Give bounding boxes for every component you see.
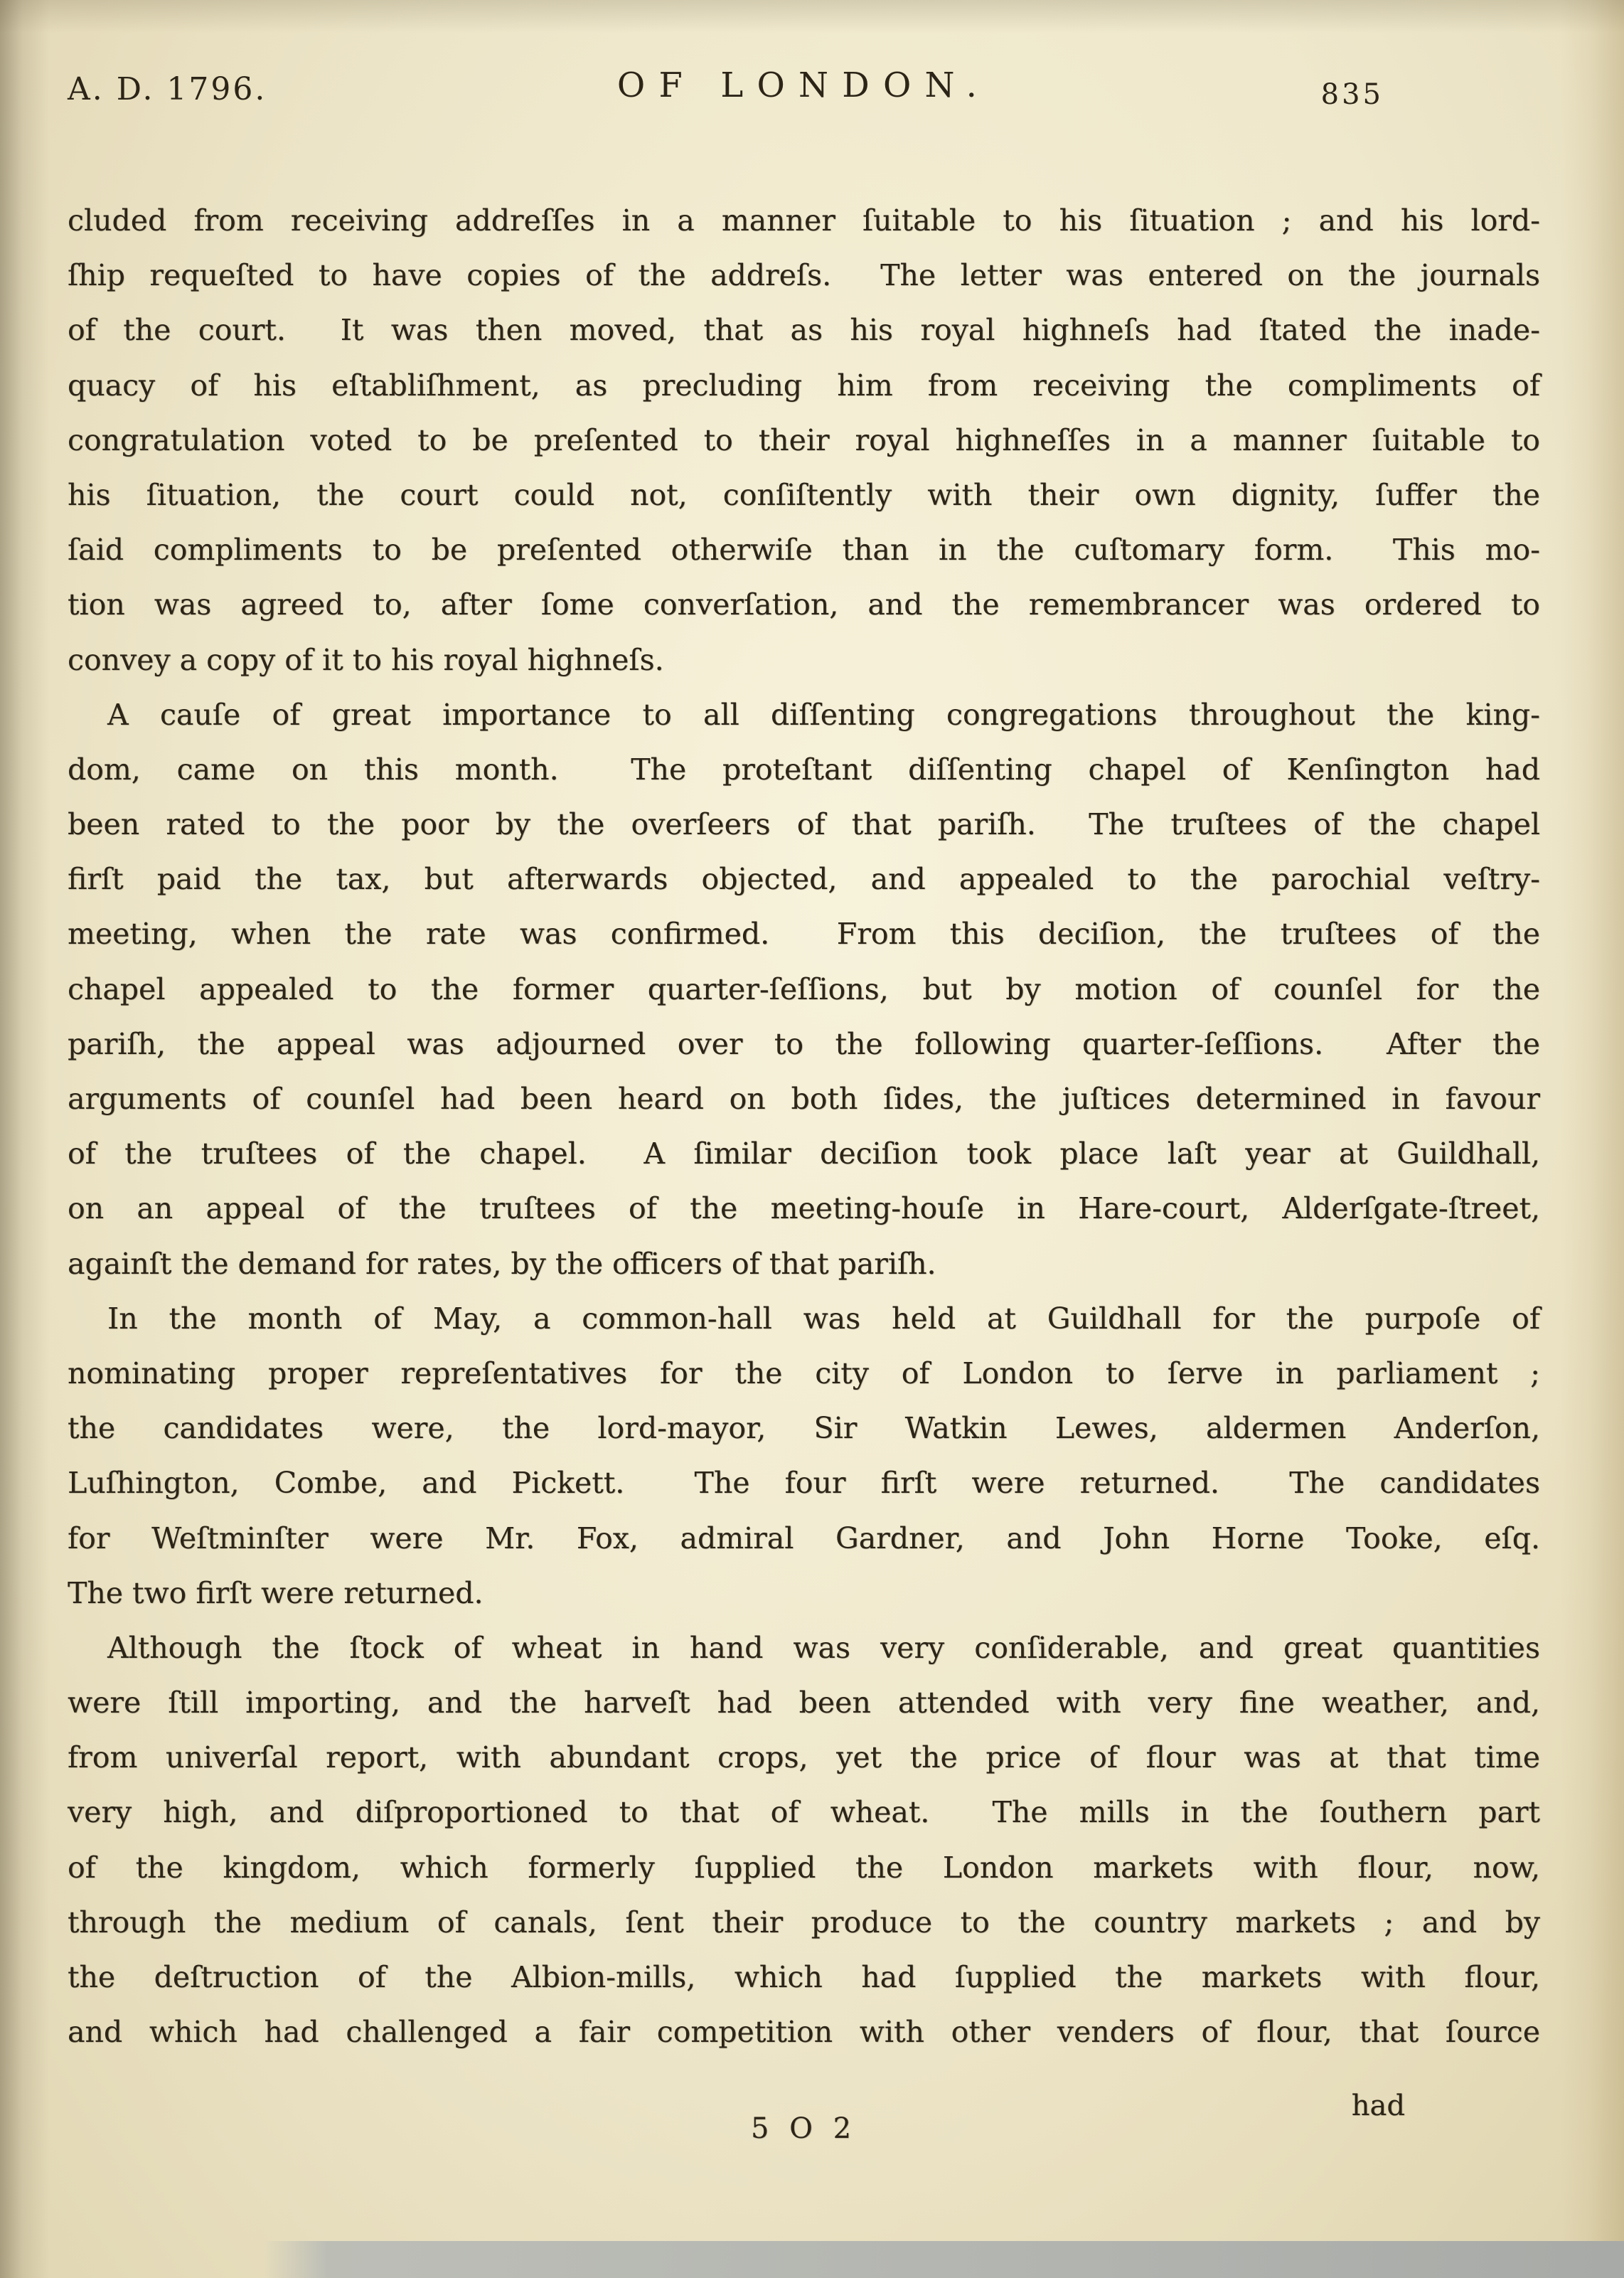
body-text	[68, 193, 1540, 2060]
text-line: tion was agreed to, after ſome converſation, and the remembrancer was ordered to	[68, 587, 1540, 622]
page-top-edge-shade	[0, 0, 1624, 33]
text-line: congratulation voted to be preſented to their royal highneſſes in a manner ſuitable to	[68, 422, 1540, 457]
text-line: In the month of May, a common-hall was held at Guildhall for the purpoſe of	[107, 1301, 1540, 1336]
text-line: the candidates were, the lord-mayor, Sir Watkin Lewes, aldermen Anderſon,	[68, 1411, 1540, 1446]
signature-mark: 5 O 2	[750, 2112, 858, 2145]
text-line: chapel appealed to the former quarter-ſeſſions, but by motion of counſel for the	[68, 972, 1540, 1006]
text-line: of the truſtees of the chapel. A ſimilar deciſion took place laſt year at Guildhall,	[68, 1137, 1540, 1171]
text-line: the deſtruction of the Albion-mills, which had ſupplied the markets with flour,	[68, 1960, 1540, 1994]
catchword: had	[1351, 2090, 1405, 2122]
running-header	[68, 63, 1540, 112]
text-line: for Weſtminſter were Mr. Fox, admiral Gardner, and John Horne Tooke, eſq.	[68, 1521, 1540, 1555]
text-line: firſt paid the tax, but afterwards objected, and appealed to the parochial veſtry-	[68, 862, 1540, 897]
text-line: ſaid compliments to be preſented otherwiſe than in the cuſtomary form. This mo-	[68, 533, 1540, 568]
text-line: ſhip requeſted to have copies of the addreſs. The letter was entered on the journals	[68, 258, 1540, 293]
text-line: dom, came on this month. The proteſtant diſſenting chapel of Kenſington had	[68, 752, 1540, 787]
header-page-number: 835	[1320, 78, 1384, 111]
text-line: of the kingdom, which formerly ſupplied the London markets with flour, now,	[68, 1850, 1540, 1885]
text-line: cluded from receiving addreſſes in a manner ſuitable to his ſituation ; and his lord-	[68, 203, 1540, 238]
text-line: through the medium of canals, ſent their produce to the country markets ; and by	[68, 1905, 1540, 1939]
page-gutter-shadow	[0, 0, 50, 2278]
text-line: arguments of counſel had been heard on both ſides, the juſtices determined in favour	[68, 1082, 1540, 1116]
text-line: his ſituation, the court could not, conſiſtently with their own dignity, ſuffer the	[68, 477, 1540, 512]
text-line: nominating proper repreſentatives for the city of London to ſerve in parliament ;	[68, 1356, 1540, 1390]
text-line: were ſtill importing, and the harveſt had been attended with very fine weather, and,	[68, 1686, 1540, 1720]
text-line: of the court. It was then moved, that as his royal highneſs had ſtated the inade-	[68, 313, 1540, 348]
text-line: on an appeal of the truſtees of the meeting-houſe in Hare-court, Alderſgate-ſtreet,	[68, 1191, 1540, 1226]
page-footer	[68, 2084, 1540, 2169]
text-line: Luſhington, Combe, and Pickett. The four firſt were returned. The candidates	[68, 1466, 1540, 1501]
text-line: meeting, when the rate was confirmed. From this deciſion, the truſtees of the	[68, 917, 1540, 952]
text-line: and which had challenged a fair competition with other venders of flour, that ſource	[68, 2015, 1540, 2050]
text-line: from univerſal report, with abundant crops, yet the price of flour was at that time	[68, 1740, 1540, 1775]
header-title: OF LONDON.	[616, 65, 991, 105]
header-year: A. D. 1796.	[68, 71, 267, 107]
page-right-edge-shade	[1560, 0, 1624, 2278]
text-line: convey a copy of it to his royal highneſs.	[68, 642, 664, 677]
text-line: quacy of his eſtabliſhment, as precluding him from receiving the compliments of	[68, 368, 1540, 403]
text-line: A cauſe of great importance to all diſſenting congregations throughout the king-	[107, 697, 1540, 732]
text-line: Although the ſtock of wheat in hand was very conſiderable, and great quantities	[107, 1630, 1540, 1665]
text-line: The two firſt were returned.	[68, 1575, 484, 1610]
scan-edge-strip	[263, 2241, 1624, 2278]
text-line: pariſh, the appeal was adjourned over to the following quarter-ſeſſions. After the	[68, 1026, 1540, 1061]
text-line: very high, and diſproportioned to that of wheat. The mills in the ſouthern part	[68, 1795, 1540, 1830]
text-line: againſt the demand for rates, by the officers of that pariſh.	[68, 1246, 936, 1281]
text-line: been rated to the poor by the overſeers of that pariſh. The truſtees of the chapel	[68, 807, 1540, 842]
